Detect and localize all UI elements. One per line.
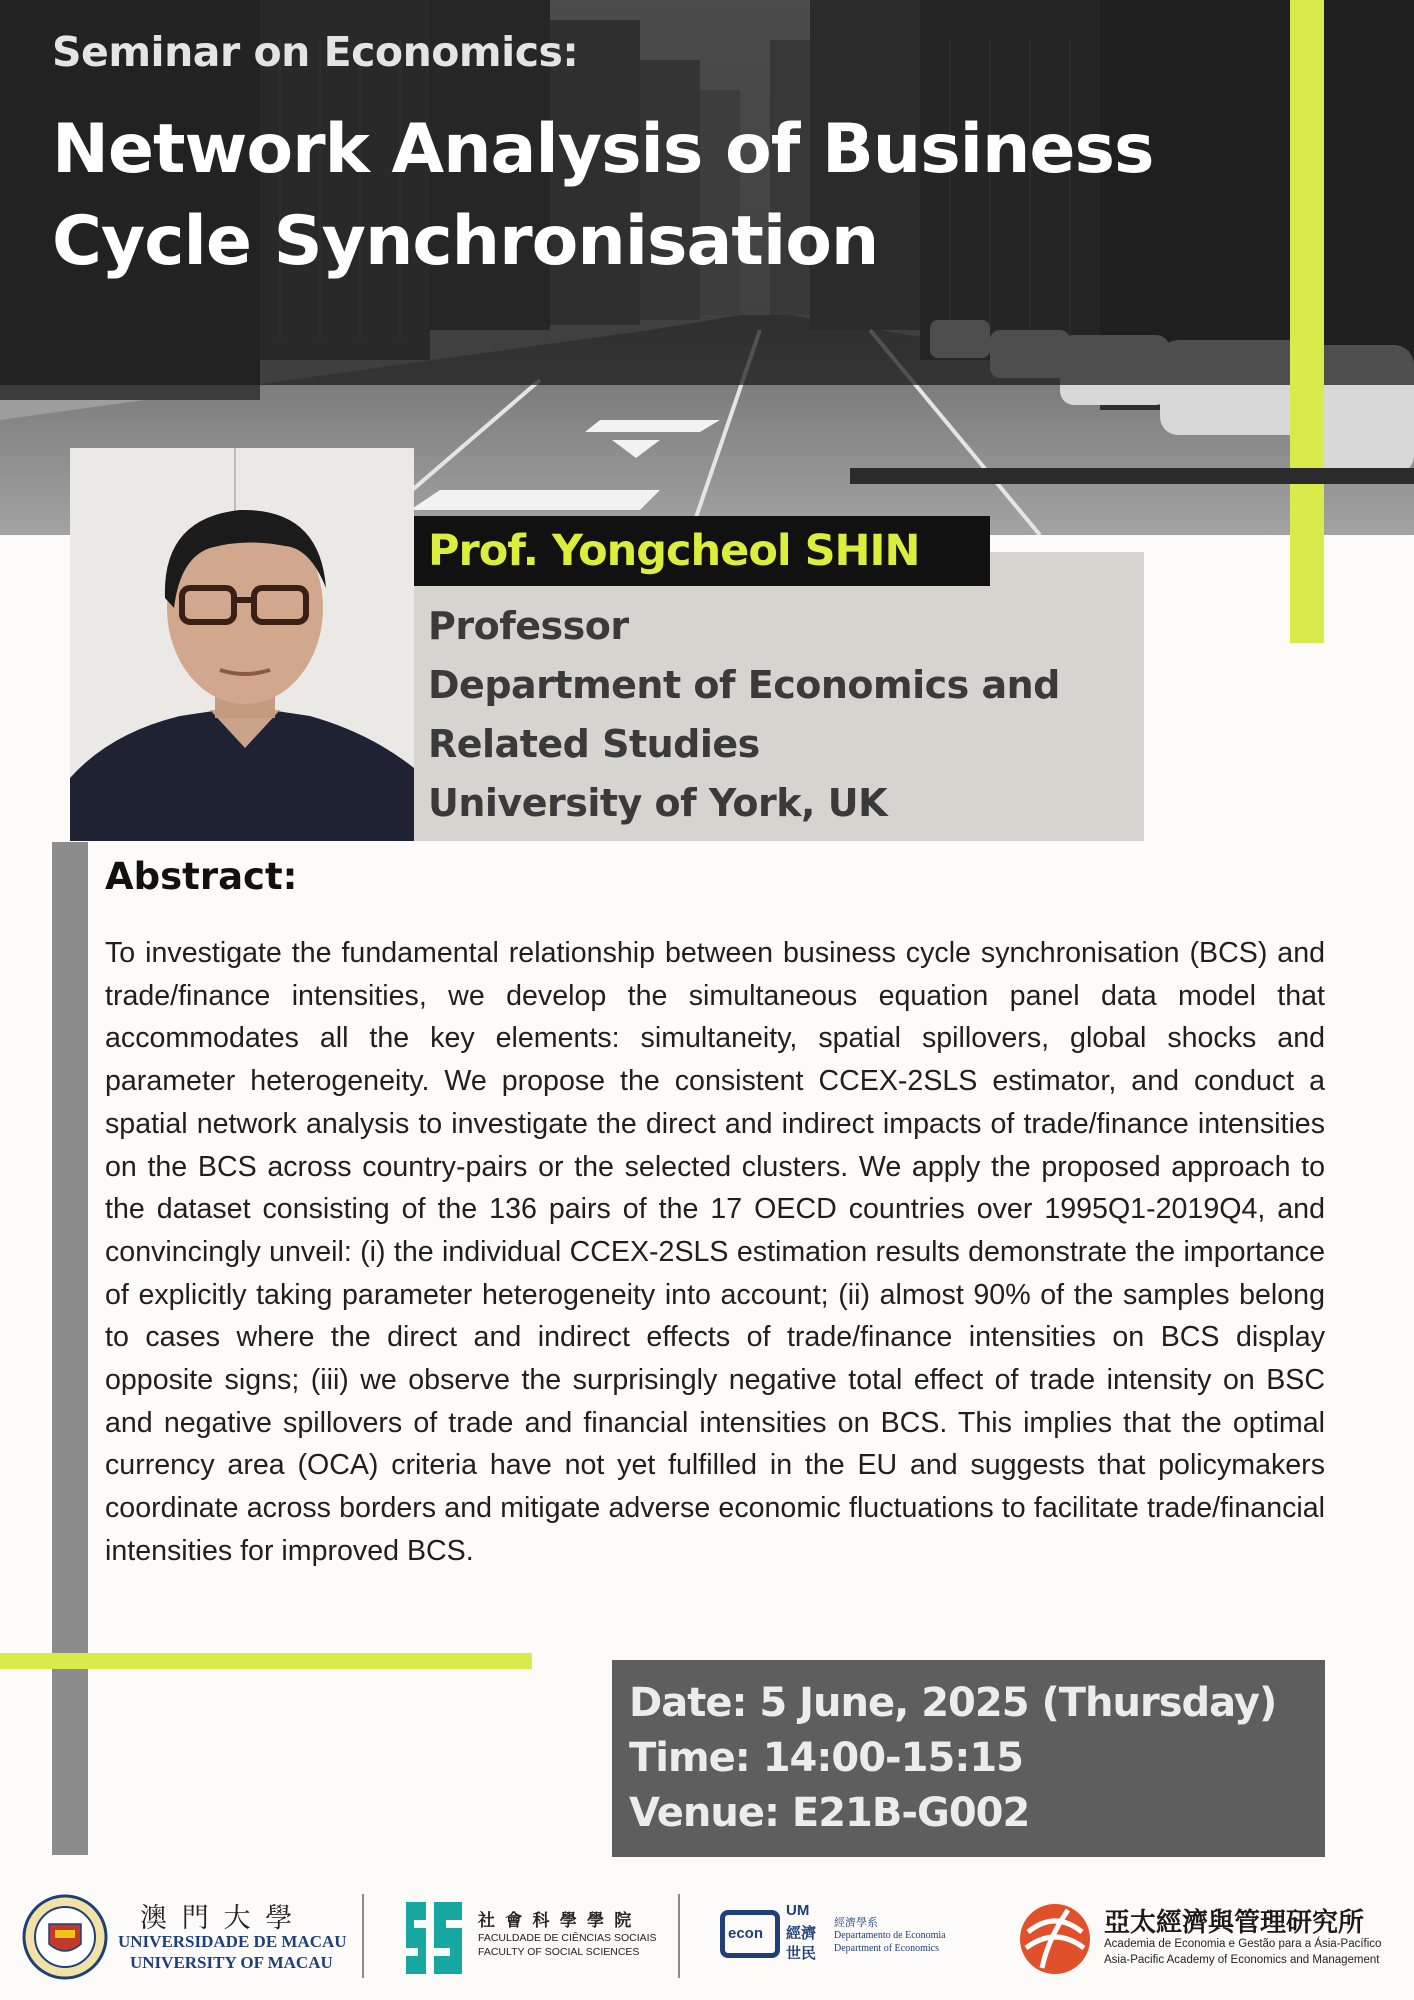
seminar-kicker: Seminar on Economics:: [52, 28, 579, 76]
fss-chinese-name: 社 會 科 學 學 院: [478, 1911, 635, 1930]
econ-chinese-short-2: 世民: [786, 1945, 817, 1962]
speaker-photo: [70, 448, 414, 841]
apaem-portuguese-name: Academia de Economia e Gestão para a Ásia-Pacífico: [1104, 1938, 1382, 1950]
um-chinese-name: 澳 門 大 學: [140, 1903, 297, 1933]
event-date: Date: 5 June, 2025 (Thursday): [629, 1680, 1277, 1726]
econ-badge-label: econ: [728, 1925, 764, 1942]
lime-horizontal-stripe: [0, 1653, 532, 1669]
speaker-department: Department of Economics and: [428, 663, 1060, 707]
um-portuguese-name: UNIVERSIDADE DE MACAU: [118, 1932, 347, 1951]
lime-vertical-stripe: [1290, 0, 1324, 643]
abstract-heading: Abstract:: [105, 855, 298, 898]
grey-vertical-stripe: [52, 842, 88, 1855]
event-details-box: [612, 1660, 1325, 1857]
econ-badge: [720, 1910, 780, 1958]
fss-english-name: FACULTY OF SOCIAL SCIENCES: [478, 1946, 640, 1958]
econ-chinese-short: 經濟: [786, 1925, 817, 1942]
speaker-position: Professor: [428, 604, 629, 648]
econ-english-name: Department of Economics: [834, 1943, 939, 1954]
econ-um-label: UM: [786, 1902, 810, 1919]
econ-portuguese-name: Departamento de Economia: [834, 1930, 946, 1941]
um-english-name: UNIVERSITY OF MACAU: [130, 1953, 333, 1972]
seminar-title: Network Analysis of Business Cycle Synchronisation: [52, 110, 1154, 281]
footer-logos: [0, 1880, 1414, 2000]
university-seal-icon: [22, 1894, 108, 1980]
econ-chinese-name: 經濟學系: [834, 1917, 878, 1929]
fss-logo-icon: [402, 1898, 466, 1978]
event-venue: Venue: E21B-G002: [629, 1790, 1030, 1836]
event-time: Time: 14:00-15:15: [629, 1735, 1023, 1781]
speaker-university: University of York, UK: [428, 781, 888, 825]
footer-separator: [362, 1894, 364, 1978]
apaem-english-name: Asia-Pacific Academy of Economics and Management: [1104, 1954, 1380, 1966]
apaem-chinese-name: 亞太經濟與管理研究所: [1104, 1907, 1365, 1937]
speaker-department-cont: Related Studies: [428, 722, 760, 766]
fss-portuguese-name: FACULDADE DE CIÊNCIAS SOCIAIS: [478, 1932, 657, 1944]
footer-separator: [678, 1894, 680, 1978]
apaem-globe-icon: [1018, 1902, 1092, 1976]
dark-horizontal-stripe: [850, 468, 1414, 484]
speaker-name: Prof. Yongcheol SHIN: [428, 526, 920, 576]
abstract-text: To investigate the fundamental relationship between business cycle synchronisation (BCS) and trade/finance intensities, we develop the simultaneous equation panel data model that accommodates all the key elements: simultaneity, spatial spillovers, global shocks and parameter heterogeneity. We propose the consistent CCEX-2SLS estimator, and conduct a spatial network analysis to investigate the direct and indirect impacts of trade/finance intensities on the BCS across country-pairs or the selected clusters. We apply the proposed approach to the dataset consisting of the 136 pairs of the 17 OECD countries over 1995Q1-2019Q4, and convincingly unveil: (i) the individual CCEX-2SLS estimation results demonstrate the importance of explicitly taking parameter heterogeneity into account; (ii) almost 90% of the samples belong to cases where the direct and indirect effects of trade/finance intensities on BCS display opposite signs; (iii) we observe the surprisingly negative total effect of trade intensity on BSC and negative spillovers of trade and financial intensities on BCS. This implies that the optimal currency area (OCA) criteria have not yet fulfilled in the EU and suggests that policymakers coordinate across borders and mitigate adverse economic fluctuations to facilitate trade/financial intensities for improved BCS.: [105, 937, 1325, 1567]
